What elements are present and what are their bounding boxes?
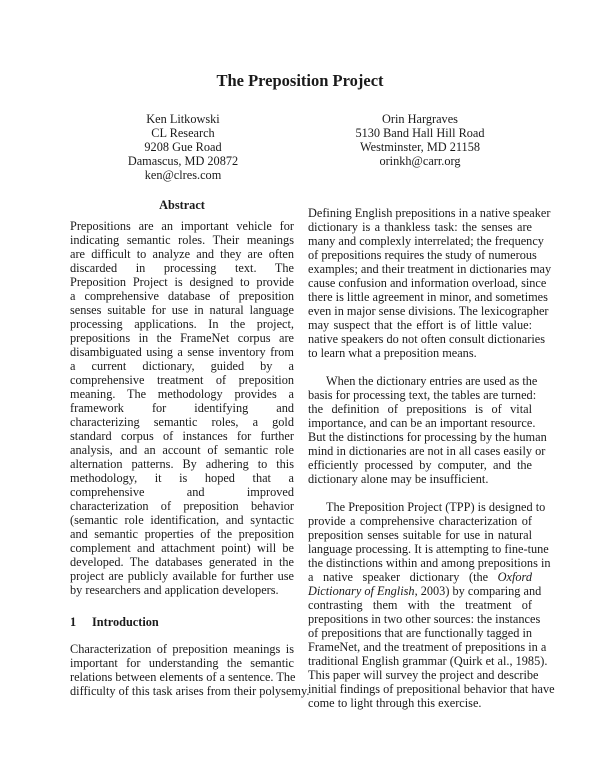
text-line: This paper will survey the project and describe (308, 668, 539, 682)
text-line: important for understanding the semantic (70, 656, 294, 670)
text-line: Characterization of preposition meanings is (70, 642, 294, 656)
text-line: FrameNet, and the treatment of prepositions in a (308, 640, 547, 654)
text-line: But the distinctions for processing by the human (308, 430, 547, 444)
text-segment: , 2003) by comparing and (414, 584, 542, 598)
text-line: contrasting them with the treatment of (308, 598, 532, 612)
text-line: come to light through this exercise. (308, 696, 482, 710)
text-line: of prepositions that are functionally tagged in (308, 626, 533, 640)
text-line: characterizing semantic roles, a gold (70, 415, 294, 429)
text-line: characterization of preposition behavior (70, 499, 294, 513)
section-number: 1 (70, 615, 77, 629)
text-line: analysis, and an account of semantic role (70, 443, 294, 457)
text-line: to learn what a preposition means. (308, 346, 477, 360)
text-line: meaning. The methodology provides a (70, 387, 294, 401)
text-line: processing applications. In the project, (70, 317, 294, 331)
italic-title: Oxford (497, 570, 532, 584)
text-segment: a native speaker dictionary (the (308, 570, 498, 584)
paragraph (70, 219, 294, 597)
text-line: prepositions in the FrameNet corpus are (70, 331, 294, 345)
text-line (308, 584, 542, 598)
text-line: dictionary alone may be insufficient. (308, 472, 489, 486)
text-line: senses suitable for use in natural language (70, 303, 294, 317)
paragraph (70, 642, 310, 698)
text-line: preposition senses suitable for use in natural (308, 528, 532, 542)
text-line: provide a comprehensive characterization of (308, 514, 532, 528)
text-line: a comprehensive database of preposition (70, 289, 294, 303)
right-column-body (308, 206, 555, 710)
paragraph (308, 206, 552, 360)
text-line: importance, and can be an important resource. (308, 416, 536, 430)
text-line: Preposition Project is designed to provide (70, 275, 294, 289)
author-line: 9208 Gue Road (144, 140, 222, 154)
text-line: project are publicly available for further use (70, 569, 294, 583)
text-line: methodology, it is hoped that a (70, 471, 294, 485)
text-line: difficulty of this task arises from their polysemy. (70, 684, 310, 698)
text-line: basis for processing text, the tables are turned: (308, 388, 537, 402)
author-line: CL Research (151, 126, 215, 140)
text-line: a current dictionary, guided by a (70, 359, 294, 373)
text-line: examples; and their treatment in dictionaries may (308, 262, 552, 276)
text-line: alternation patterns. By adhering to this (70, 457, 294, 471)
text-line: standard corpus of instances for further (70, 429, 294, 443)
text-line: comprehensive treatment of preposition (70, 373, 294, 387)
text-line: there is little agreement in minor, and sometimes (308, 290, 548, 304)
author-line: Ken Litkowski (146, 112, 220, 126)
author-block-left (83, 112, 283, 182)
text-line: initial findings of prepositional behavior that have (308, 682, 555, 696)
text-line: language processing. It is attempting to fine-tune (308, 542, 549, 556)
text-line: may suspect that the effort is of little value: (308, 318, 532, 332)
text-line: The Preposition Project (TPP) is designed to (326, 500, 546, 514)
text-line: efficiently processed by computer, and the (308, 458, 532, 472)
author-line: Westminster, MD 21158 (360, 140, 480, 154)
introduction-body (70, 642, 310, 698)
text-line: prepositions in two other sources: the instances (308, 612, 541, 626)
text-line: mind in dictionaries are not in all cases easily or (308, 444, 546, 458)
author-line: Orin Hargraves (382, 112, 458, 126)
text-line: are difficult to analyze and they are often (70, 247, 294, 261)
text-line: dictionary is a thankless task: the senses are (308, 220, 532, 234)
text-line: disambiguated using a sense inventory from (70, 345, 294, 359)
author-line: orinkh@carr.org (379, 154, 461, 168)
text-line: (semantic role identification, and syntactic (70, 513, 294, 527)
text-line: cause confusion and information overload, since (308, 276, 547, 290)
author-line: ken@clres.com (144, 168, 222, 182)
text-line: developed. The databases generated in the (70, 555, 294, 569)
text-line: comprehensive and improved (70, 485, 294, 499)
text-line: discarded in processing text. The (70, 261, 294, 275)
text-line: the definition of prepositions is of vital (308, 402, 532, 416)
text-line (308, 570, 532, 584)
text-line: the distinctions within and among prepositions in (308, 556, 551, 570)
text-line: relations between elements of a sentence. The (70, 670, 296, 684)
text-line: many and complexly interrelated; the frequency (308, 234, 544, 248)
author-block-right (320, 112, 520, 168)
abstract-body (70, 219, 294, 597)
paragraph (308, 374, 547, 486)
section-title: Introduction (92, 615, 159, 629)
text-line: native speakers do not often consult dictionaries (308, 332, 545, 346)
text-line: Prepositions are an important vehicle for (70, 219, 294, 233)
section-heading-introduction (70, 615, 159, 629)
author-line: 5130 Band Hall Hill Road (355, 126, 485, 140)
text-line: indicating semantic roles. Their meanings (70, 233, 294, 247)
author-line: Damascus, MD 20872 (127, 154, 239, 168)
paragraph (308, 500, 555, 710)
text-line: of prepositions requires the study of numerous (308, 248, 537, 262)
text-line: by researchers and application developers. (70, 583, 279, 597)
italic-title: Dictionary of English (308, 584, 415, 598)
text-line: even in major sense divisions. The lexicographer (308, 304, 549, 318)
text-line: traditional English grammar (Quirk et al., 1985). (308, 654, 548, 668)
text-line: and semantic properties of the preposition (70, 527, 294, 541)
abstract-heading: Abstract (159, 198, 205, 212)
text-line: When the dictionary entries are used as the (326, 374, 538, 388)
paper-title: The Preposition Project (216, 71, 384, 90)
text-line: Defining English prepositions in a native speaker (308, 206, 551, 220)
text-line: complement and attachment point) will be (70, 541, 294, 555)
text-line: framework for identifying and (70, 401, 294, 415)
